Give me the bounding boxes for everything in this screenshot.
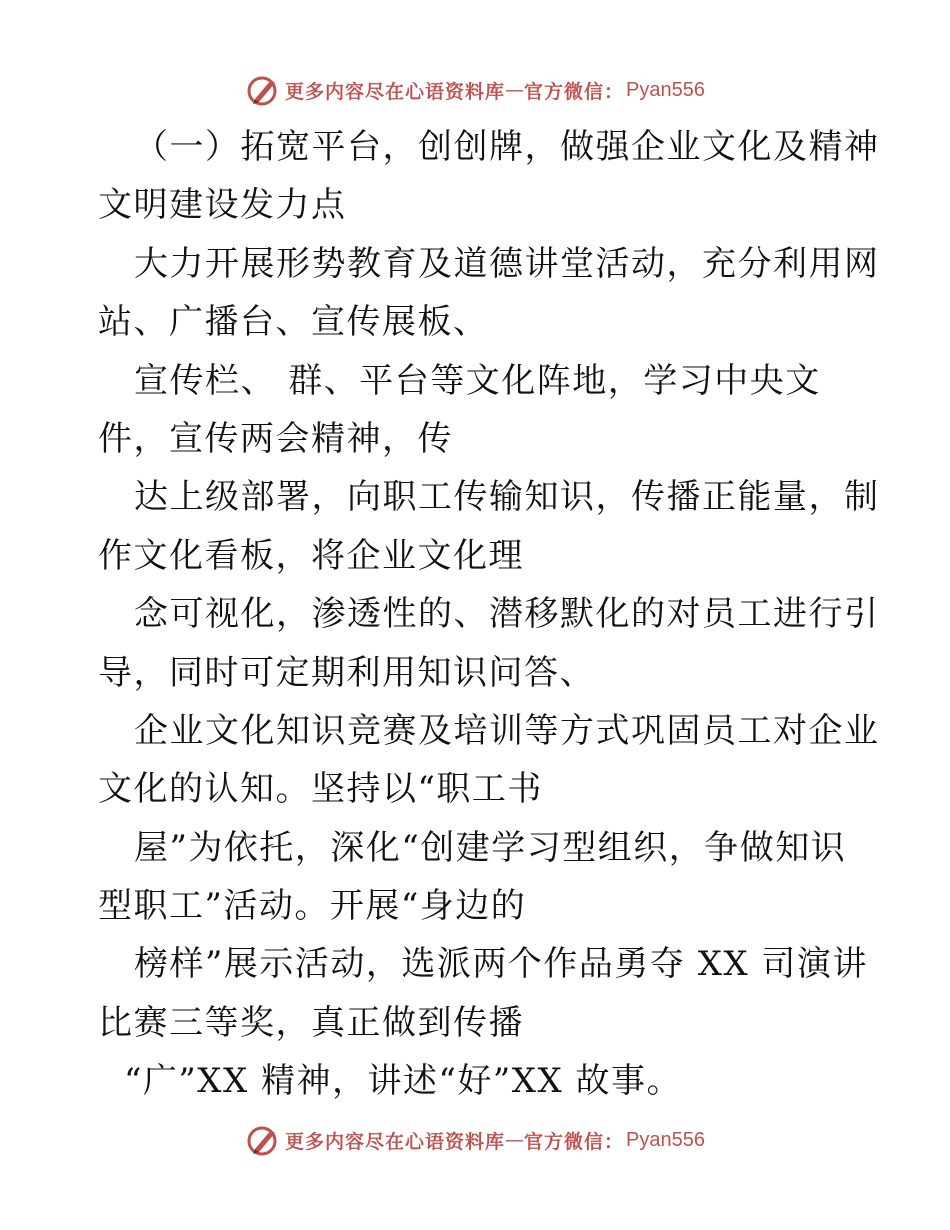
doc-line: “广”XX 精神，讲述“好”XX 故事。 [124, 1061, 682, 1102]
banner-contact-id: Pyan556 [626, 1128, 705, 1151]
banner-contact-id: Pyan556 [626, 78, 705, 101]
doc-line: 达上级部署，向职工传输知识，传播正能量，制 [134, 477, 880, 518]
doc-line: 屋”为依托，深化“创建学习型组织，争做知识 [134, 827, 847, 868]
doc-line: （一）拓宽平台，创创牌，做强企业文化及精神 [134, 127, 880, 167]
doc-line: 比赛三等奖，真正做到传播 [98, 1002, 524, 1043]
doc-line: 作文化看板，将企业文化理 [98, 535, 524, 576]
doc-line: 导，同时可定期利用知识问答、 [98, 652, 595, 693]
doc-line: 件，宣传两会精神，传 [98, 418, 453, 459]
doc-line: 大力开展形势教育及道德讲堂活动，充分利用网 [134, 243, 880, 284]
pen-logo-icon [245, 1122, 281, 1158]
pen-logo-icon [245, 72, 281, 108]
banner-separator: — [505, 79, 525, 101]
doc-line: 念可视化，渗透性的、潜移默化的对员工进行引 [134, 594, 880, 635]
banner-brand: 更多内容尽在心语资料库 [285, 80, 506, 103]
doc-line: 型职工”活动。开展“身边的 [98, 886, 527, 927]
doc-line: 企业文化知识竞赛及培训等方式巩固员工对企业 [134, 710, 880, 751]
document-body [98, 118, 880, 1111]
doc-line: 文明建设发力点 [98, 185, 347, 226]
banner-separator: — [505, 1129, 525, 1151]
doc-line: 宣传栏、 群、平台等文化阵地，学习中央文 [134, 360, 821, 401]
banner-contact-label: 官方微信： [524, 80, 625, 103]
doc-line: 文化的认知。坚持以“职工书 [98, 769, 543, 810]
header-banner [0, 70, 950, 110]
banner-brand: 更多内容尽在心语资料库 [285, 1130, 506, 1153]
doc-line: 榜样”展示活动，选派两个作品勇夺 XX 司演讲 [134, 944, 868, 985]
footer-banner [0, 1120, 950, 1160]
banner-contact-label: 官方微信： [524, 1130, 625, 1153]
doc-line: 站、广播台、宣传展板、 [98, 302, 489, 343]
